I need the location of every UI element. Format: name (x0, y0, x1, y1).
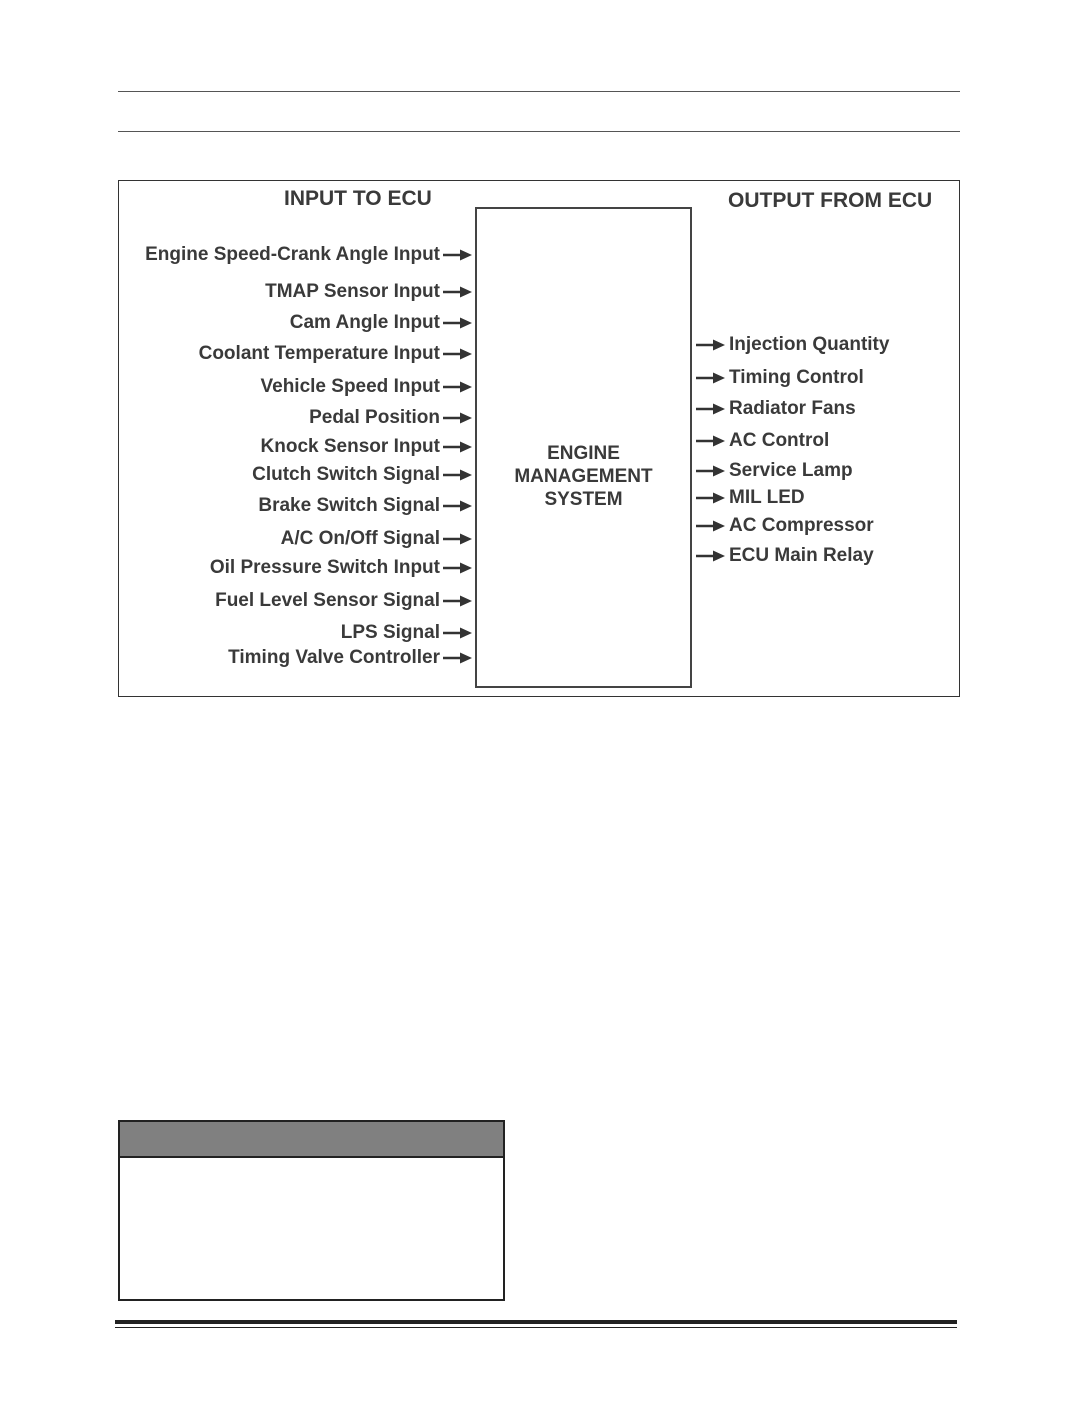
input-signal (281, 527, 473, 551)
arrow-icon (443, 381, 473, 393)
input-signal (258, 494, 473, 518)
output-signal (696, 366, 864, 390)
input-signal-label: Knock Sensor Input (260, 436, 440, 457)
input-signal (145, 243, 473, 267)
input-signal-label: Engine Speed-Crank Angle Input (145, 244, 440, 265)
input-signal (252, 463, 473, 487)
input-signal (228, 646, 473, 670)
input-signal (261, 435, 473, 459)
output-signal-label: Timing Control (729, 367, 864, 388)
arrow-icon (443, 562, 473, 574)
output-signal (696, 429, 829, 453)
output-signal (696, 544, 874, 568)
input-signal-label: Brake Switch Signal (258, 495, 440, 516)
input-signal (215, 589, 473, 613)
ecu-label-line: SYSTEM (544, 489, 623, 510)
arrow-icon (443, 469, 473, 481)
arrow-icon (443, 533, 473, 545)
output-signal-label: MIL LED (729, 487, 805, 508)
input-signal-label: Clutch Switch Signal (252, 464, 440, 485)
ecu-label-line: ENGINE (547, 443, 620, 464)
input-signal-label: LPS Signal (340, 622, 440, 643)
output-heading: OUTPUT FROM ECU (728, 189, 933, 212)
output-signal (696, 459, 853, 483)
arrow-icon (443, 286, 473, 298)
input-signal-label: Fuel Level Sensor Signal (215, 590, 440, 611)
output-signal-label: AC Control (729, 430, 830, 451)
output-signal (696, 397, 856, 421)
ecu-label-line: MANAGEMENT (514, 466, 653, 487)
arrow-icon (443, 249, 473, 261)
arrow-icon (696, 372, 726, 384)
output-signal (696, 514, 874, 538)
arrow-icon (443, 412, 473, 424)
arrow-icon (443, 627, 473, 639)
arrow-icon (696, 550, 726, 562)
input-signal-label: Timing Valve Controller (228, 647, 440, 668)
input-signal-label: Coolant Temperature Input (198, 343, 440, 364)
input-signal (261, 375, 474, 399)
header-rule-top (118, 91, 960, 92)
input-signal (309, 406, 473, 430)
output-signal-label: ECU Main Relay (729, 545, 874, 566)
arrow-icon (696, 520, 726, 532)
arrow-icon (696, 339, 726, 351)
input-signal-label: Cam Angle Input (289, 312, 440, 333)
input-signal-label: A/C On/Off Signal (280, 528, 440, 549)
arrow-icon (443, 348, 473, 360)
input-signal-label: Vehicle Speed Input (260, 376, 440, 397)
output-signal-label: AC Compressor (729, 515, 874, 536)
footer-rule (115, 1320, 957, 1324)
input-signal-label: Oil Pressure Switch Input (209, 557, 440, 578)
footer-rule-thin (115, 1327, 957, 1328)
ecu-label (477, 442, 690, 511)
ecu-io-diagram (118, 180, 960, 697)
input-signal (265, 280, 473, 304)
input-signal (210, 556, 473, 580)
arrow-icon (696, 435, 726, 447)
header-rule-bottom (118, 131, 960, 132)
arrow-icon (696, 465, 726, 477)
arrow-icon (443, 652, 473, 664)
arrow-icon (443, 317, 473, 329)
input-signal-label: Pedal Position (309, 407, 440, 428)
input-heading: INPUT TO ECU (284, 187, 432, 210)
output-signal-label: Injection Quantity (729, 334, 890, 355)
arrow-icon (443, 500, 473, 512)
output-signal-label: Radiator Fans (729, 398, 856, 419)
output-signal-label: Service Lamp (729, 460, 853, 481)
output-signal (696, 486, 805, 510)
arrow-icon (443, 595, 473, 607)
input-signal (290, 311, 473, 335)
arrow-icon (443, 441, 473, 453)
note-box-header (120, 1122, 503, 1158)
arrow-icon (696, 403, 726, 415)
engine-management-system-box (475, 207, 692, 688)
input-signal (199, 342, 473, 366)
output-signal (696, 333, 889, 357)
input-signal-label: TMAP Sensor Input (265, 281, 440, 302)
arrow-icon (696, 492, 726, 504)
note-box (118, 1120, 505, 1301)
input-signal (341, 621, 473, 645)
